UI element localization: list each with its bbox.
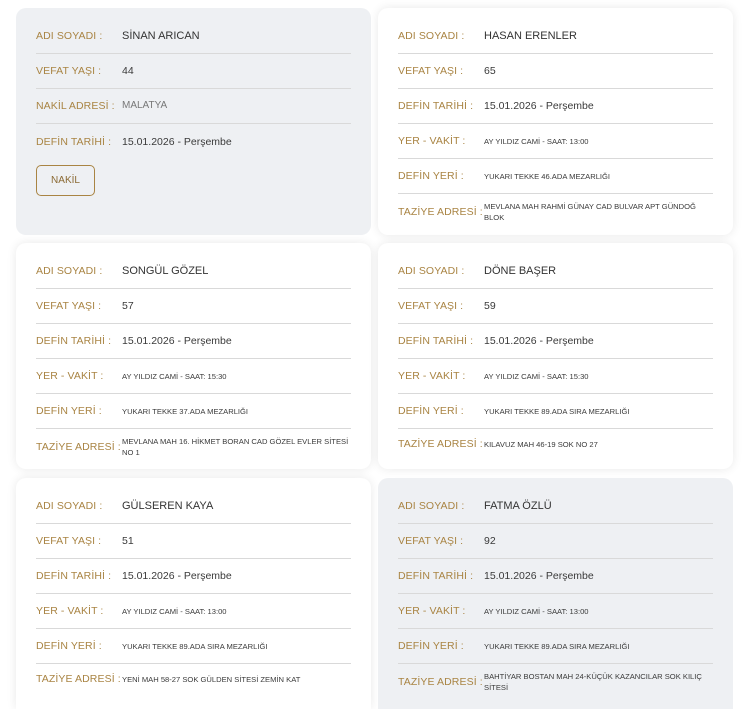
condolence-label: TAZİYE ADRESİ : bbox=[398, 438, 483, 450]
name-label: ADI SOYADI : bbox=[398, 265, 465, 277]
place-time-value: AY YILDIZ CAMİ - SAAT: 13:00 bbox=[122, 606, 227, 616]
place-time-value: AY YILDIZ CAMİ - SAAT: 15:30 bbox=[484, 371, 589, 381]
condolence-value: BAHTİYAR BOSTAN MAH 24-KÜÇÜK KAZANCILAR SOK KILIÇ SİTESİ bbox=[484, 672, 702, 692]
burial-date-row bbox=[398, 89, 713, 124]
name-value: SONGÜL GÖZEL bbox=[122, 265, 209, 277]
age-value: 44 bbox=[122, 65, 134, 77]
age-value: 51 bbox=[122, 535, 134, 547]
place-time-value: AY YILDIZ CAMİ - SAAT: 13:00 bbox=[484, 606, 589, 616]
place-time-label: YER - VAKİT : bbox=[398, 135, 466, 147]
burial-place-label: DEFİN YERİ : bbox=[398, 640, 464, 652]
age-row bbox=[36, 524, 351, 559]
burial-place-label: DEFİN YERİ : bbox=[398, 405, 464, 417]
burial-place-row bbox=[398, 629, 713, 664]
name-value: GÜLSEREN KAYA bbox=[122, 500, 214, 512]
age-label: VEFAT YAŞI : bbox=[398, 65, 464, 77]
age-label: VEFAT YAŞI : bbox=[398, 300, 464, 312]
name-label: ADI SOYADI : bbox=[36, 265, 103, 277]
burial-date-label: DEFİN TARİHİ : bbox=[36, 135, 112, 148]
name-label: ADI SOYADI : bbox=[398, 500, 465, 512]
name-row bbox=[36, 489, 351, 524]
condolence-value: YENİ MAH 58-27 SOK GÜLDEN SİTESİ ZEMİN KAT bbox=[122, 674, 301, 684]
place-time-row bbox=[398, 594, 713, 629]
burial-date-label: DEFİN TARİHİ : bbox=[398, 100, 474, 112]
age-value: 57 bbox=[122, 300, 134, 312]
burial-place-value: YUKARI TEKKE 89.ADA SIRA MEZARLIĞI bbox=[484, 406, 630, 416]
obituary-card bbox=[378, 8, 733, 235]
name-value: DÖNE BAŞER bbox=[484, 265, 557, 277]
burial-date-label: DEFİN TARİHİ : bbox=[36, 570, 112, 582]
burial-place-value: YUKARI TEKKE 89.ADA SIRA MEZARLIĞI bbox=[484, 641, 630, 651]
burial-date-label: DEFİN TARİHİ : bbox=[398, 570, 474, 582]
name-value: FATMA ÖZLÜ bbox=[484, 500, 552, 512]
name-label: ADI SOYADI : bbox=[36, 500, 103, 512]
obituary-card bbox=[378, 243, 733, 469]
age-label: VEFAT YAŞI : bbox=[36, 300, 102, 312]
burial-date-label: DEFİN TARİHİ : bbox=[398, 335, 474, 347]
place-time-label: YER - VAKİT : bbox=[398, 370, 466, 382]
condolence-label: TAZİYE ADRESİ : bbox=[398, 676, 483, 688]
burial-date-row bbox=[398, 559, 713, 594]
transfer-row bbox=[36, 89, 351, 124]
condolence-label: TAZİYE ADRESİ : bbox=[398, 206, 483, 218]
age-row bbox=[36, 54, 351, 89]
condolence-row bbox=[398, 429, 713, 459]
condolence-value: MEVLANA MAH RAHMİ GÜNAY CAD BULVAR APT GÜNDOĞ BLOK bbox=[484, 202, 696, 222]
burial-date-value: 15.01.2026 - Perşembe bbox=[484, 100, 594, 112]
burial-place-value: YUKARI TEKKE 37.ADA MEZARLIĞI bbox=[122, 406, 249, 416]
condolence-row bbox=[398, 194, 713, 230]
burial-date-row bbox=[36, 559, 351, 594]
name-row bbox=[36, 19, 351, 54]
burial-date-value: 15.01.2026 - Perşembe bbox=[122, 335, 232, 347]
burial-date-value: 15.01.2026 - Perşembe bbox=[122, 570, 232, 582]
name-row bbox=[398, 489, 713, 524]
burial-place-row bbox=[36, 629, 351, 664]
transfer-button[interactable]: NAKİL bbox=[36, 165, 95, 196]
place-time-row bbox=[36, 594, 351, 629]
burial-date-row bbox=[398, 324, 713, 359]
burial-date-row bbox=[36, 324, 351, 359]
age-row bbox=[36, 289, 351, 324]
place-time-row bbox=[398, 124, 713, 159]
place-time-label: YER - VAKİT : bbox=[398, 605, 466, 617]
name-row bbox=[398, 254, 713, 289]
burial-date-label: DEFİN TARİHİ : bbox=[36, 335, 112, 347]
burial-place-label: DEFİN YERİ : bbox=[398, 170, 464, 182]
age-label: VEFAT YAŞI : bbox=[36, 65, 102, 77]
obituary-card bbox=[16, 8, 371, 235]
age-row bbox=[398, 524, 713, 559]
age-row bbox=[398, 54, 713, 89]
condolence-row bbox=[36, 429, 351, 465]
place-time-row bbox=[398, 359, 713, 394]
burial-date-value: 15.01.2026 - Perşembe bbox=[484, 570, 594, 582]
burial-place-value: YUKARI TEKKE 89.ADA SIRA MEZARLIĞI bbox=[122, 641, 268, 651]
burial-place-row bbox=[398, 394, 713, 429]
place-time-value: AY YILDIZ CAMİ - SAAT: 13:00 bbox=[484, 136, 589, 146]
name-label: ADI SOYADI : bbox=[398, 30, 465, 42]
burial-place-row bbox=[398, 159, 713, 194]
age-value: 59 bbox=[484, 300, 496, 312]
condolence-row bbox=[36, 664, 351, 694]
age-label: VEFAT YAŞI : bbox=[36, 535, 102, 547]
burial-date-value: 15.01.2026 - Perşembe bbox=[122, 135, 232, 148]
obituary-card bbox=[378, 478, 733, 709]
place-time-value: AY YILDIZ CAMİ - SAAT: 15:30 bbox=[122, 371, 227, 381]
age-value: 92 bbox=[484, 535, 496, 547]
name-value: HASAN ERENLER bbox=[484, 30, 577, 42]
place-time-label: YER - VAKİT : bbox=[36, 605, 104, 617]
transfer-value: MALATYA bbox=[122, 100, 168, 111]
condolence-value: KILAVUZ MAH 46-19 SOK NO 27 bbox=[484, 439, 598, 449]
burial-place-value: YUKARI TEKKE 46.ADA MEZARLIĞI bbox=[484, 171, 611, 181]
obituary-card bbox=[16, 243, 371, 469]
age-row bbox=[398, 289, 713, 324]
place-time-label: YER - VAKİT : bbox=[36, 370, 104, 382]
condolence-row bbox=[398, 664, 713, 700]
burial-place-label: DEFİN YERİ : bbox=[36, 640, 102, 652]
condolence-label: TAZİYE ADRESİ : bbox=[36, 673, 121, 685]
age-value: 65 bbox=[484, 65, 496, 77]
burial-date-row bbox=[36, 124, 351, 159]
name-row bbox=[398, 19, 713, 54]
transfer-label: NAKİL ADRESİ : bbox=[36, 100, 115, 112]
obituary-card bbox=[16, 478, 371, 709]
burial-place-row bbox=[36, 394, 351, 429]
name-row bbox=[36, 254, 351, 289]
place-time-row bbox=[36, 359, 351, 394]
name-value: SİNAN ARICAN bbox=[122, 30, 200, 42]
condolence-label: TAZİYE ADRESİ : bbox=[36, 441, 121, 453]
burial-date-value: 15.01.2026 - Perşembe bbox=[484, 335, 594, 347]
age-label: VEFAT YAŞI : bbox=[398, 535, 464, 547]
burial-place-label: DEFİN YERİ : bbox=[36, 405, 102, 417]
condolence-value: MEVLANA MAH 16. HİKMET BORAN CAD GÖZEL EVLER SİTESİ NO 1 bbox=[122, 437, 349, 457]
name-label: ADI SOYADI : bbox=[36, 30, 103, 42]
